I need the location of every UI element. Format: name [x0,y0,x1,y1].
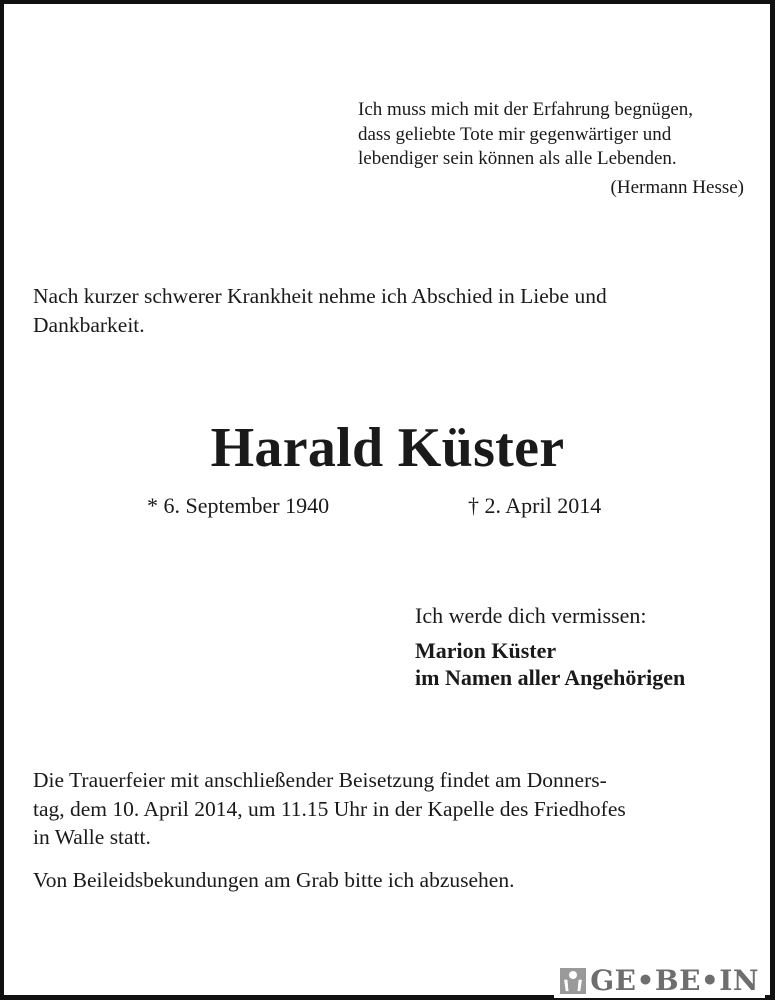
funeral-line: in Walle statt. [33,825,151,849]
signature-lead: Ich werde dich vermissen: [415,603,647,628]
quote-block [358,98,748,200]
signature-block [415,602,685,691]
person-square-icon [560,968,586,994]
quote-line: dass geliebte Tote mir gegenwärtiger und [358,123,672,145]
quote-line: Ich muss mich mit der Erfahrung begnügen, [358,99,694,120]
death-date: † 2. April 2014 [468,493,602,518]
signature-relation: im Namen aller Angehörigen [415,665,686,690]
birth-date: * 6. September 1940 [147,493,330,518]
funeral-note: Von Beileidsbekundungen am Grab bitte ich abzusehen. [33,867,515,892]
funeral-info [33,766,748,894]
quote-author: (Hermann Hesse) [610,176,744,198]
funeral-line: Die Trauerfeier mit anschließender Beisetzung findet am Donners- [33,768,607,792]
signature-name: Marion Küster [415,638,557,663]
quote-line: lebendiger sein können als alle Lebenden. [358,148,677,169]
intro-text [33,282,748,340]
intro-line: Dankbarkeit. [33,313,145,337]
logo-text: GE•BE•IN [590,964,759,997]
funeral-line: tag, dem 10. April 2014, um 11.15 Uhr in der Kapelle des Friedhofes [33,796,626,821]
paragraph-gap [33,852,748,866]
intro-line: Nach kurzer schwerer Krankheit nehme ich Abschied in Liebe und [33,284,607,308]
gebein-logo [554,964,765,998]
deceased-name: Harald Küster [210,417,565,479]
